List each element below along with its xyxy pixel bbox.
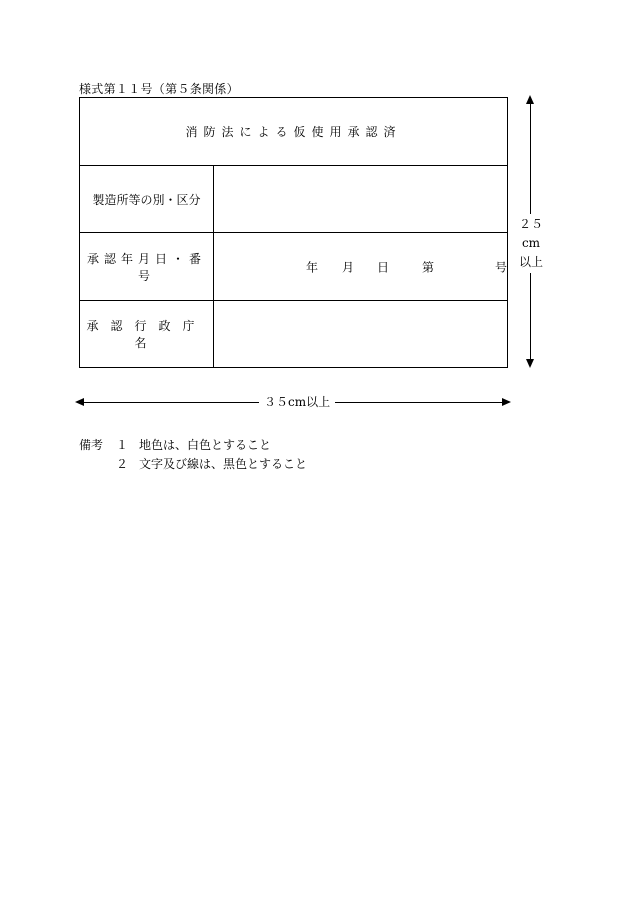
note-text: 地色は、白色とすること xyxy=(139,438,272,452)
note-number: １ xyxy=(116,438,129,452)
height-suffix: 以上 xyxy=(518,255,543,269)
value-cell-facility-type xyxy=(214,166,508,233)
notes-section xyxy=(79,436,307,474)
note-number: ２ xyxy=(116,457,129,471)
arrow-left-icon xyxy=(75,398,84,406)
note-item xyxy=(79,436,307,455)
arrow-down-icon xyxy=(526,359,534,368)
number-suffix: 号 xyxy=(495,260,508,274)
date-number-fields xyxy=(214,233,507,300)
value-cell-authority-name xyxy=(214,301,508,368)
date-part-day: 日 xyxy=(377,260,390,274)
arrow-up-icon xyxy=(526,95,534,104)
row-label-facility-type: 製造所等の別・区分 xyxy=(80,166,214,233)
sign-title: 消防法による仮使用承認済 xyxy=(80,98,508,166)
row-label-approval-date-number: 承認年月日・番号 xyxy=(80,233,214,301)
note-text: 文字及び線は、黒色とすること xyxy=(139,457,308,471)
arrow-right-icon xyxy=(502,398,511,406)
notes-heading: 備考 xyxy=(79,438,104,452)
date-part-month: 月 xyxy=(342,260,355,274)
number-prefix: 第 xyxy=(422,260,435,274)
height-dimension-label xyxy=(511,214,551,273)
note-item xyxy=(79,455,307,474)
height-value: ２５cm xyxy=(518,217,543,250)
width-dimension-label: ３５cm以上 xyxy=(259,394,335,410)
date-part-year: 年 xyxy=(306,260,319,274)
sign-specification-table xyxy=(79,97,508,368)
form-title: 様式第１１号（第５条関係） xyxy=(79,82,239,96)
row-label-authority-name: 承認行政庁名 xyxy=(80,301,214,368)
value-cell-approval-date-number xyxy=(214,233,508,301)
